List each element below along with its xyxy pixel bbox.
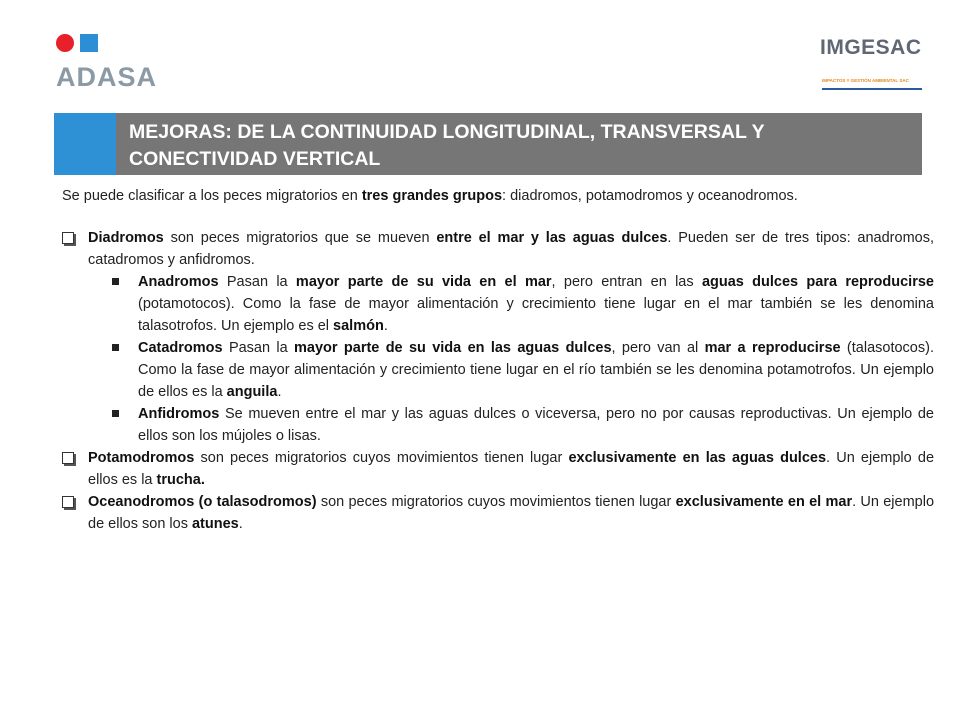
intro-paragraph bbox=[62, 185, 934, 207]
subitem-anfidromos bbox=[62, 403, 934, 447]
slide-title: MEJORAS: DE LA CONTINUIDAD LONGITUDINAL, TRANSVERSAL Y CONECTIVIDAD VERTICAL bbox=[129, 121, 765, 170]
imgesac-logo bbox=[820, 36, 928, 94]
imgesac-logo-text: IMGESAC bbox=[820, 36, 922, 59]
item-text: (potamotocos). Como la fase de mayor alimentación y crecimiento tiene lugar en el mar también se les denomina talasotrofos. Un ejemplo es el bbox=[138, 296, 934, 334]
item-bold: aguas dulces para reproducirse bbox=[701, 274, 934, 290]
item-oceanodromos bbox=[62, 491, 934, 535]
checkbox-bullet-icon bbox=[62, 496, 74, 508]
slide-content bbox=[62, 185, 934, 535]
item-diadromos bbox=[62, 227, 934, 271]
item-text: . bbox=[277, 384, 282, 400]
term-potamodromos: Potamodromos bbox=[88, 450, 195, 466]
checkbox-bullet-icon bbox=[62, 452, 74, 464]
imgesac-underline bbox=[822, 88, 922, 90]
intro-text-end: : diadromos, potamodromos y oceanodromos. bbox=[502, 188, 798, 204]
item-bold: anguila bbox=[226, 384, 278, 400]
item-bold: trucha. bbox=[156, 472, 205, 488]
item-text: , pero van al bbox=[611, 340, 705, 356]
item-text: . bbox=[383, 318, 388, 334]
item-bold: exclusivamente en las aguas dulces bbox=[568, 450, 827, 466]
blue-square-icon bbox=[80, 34, 98, 52]
checkbox-bullet-icon bbox=[62, 232, 74, 244]
intro-text: Se puede clasificar a los peces migratorios en bbox=[62, 188, 362, 204]
imgesac-tagline: IMPACTOS Y GESTIÓN AMBIENTAL SAC bbox=[822, 78, 909, 83]
term-oceanodromos: Oceanodromos (o talasodromos) bbox=[88, 494, 317, 510]
item-bold: mar a reproducirse bbox=[704, 340, 841, 356]
intro-bold: tres grandes grupos bbox=[361, 188, 503, 204]
item-potamodromos bbox=[62, 447, 934, 491]
term-anadromos: Anadromos bbox=[138, 274, 219, 290]
item-text: Se mueven entre el mar y las aguas dulces o viceversa, pero no por causas reproductivas. Un ejemplo de ellos son los mújoles o lisas. bbox=[138, 406, 934, 444]
term-anfidromos: Anfidromos bbox=[138, 406, 220, 422]
item-text: . bbox=[238, 516, 243, 532]
item-text: . Un ejemplo de ellos son los bbox=[88, 494, 935, 532]
square-bullet-icon bbox=[112, 410, 119, 417]
item-bold: atunes bbox=[191, 516, 239, 532]
item-text: Pasan la bbox=[222, 340, 295, 356]
adasa-logo bbox=[56, 32, 176, 94]
term-catadromos: Catadromos bbox=[138, 340, 223, 356]
title-bar bbox=[116, 113, 922, 175]
square-bullet-icon bbox=[112, 278, 119, 285]
adasa-logo-text: ADASA bbox=[56, 62, 158, 92]
item-bold: entre el mar y las aguas dulces bbox=[436, 230, 668, 246]
item-bold: mayor parte de su vida en las aguas dulces bbox=[294, 340, 612, 356]
title-accent-block bbox=[54, 113, 116, 175]
item-bold: salmón bbox=[333, 318, 384, 334]
item-text: son peces migratorios que se mueven bbox=[163, 230, 437, 246]
item-text: Pasan la bbox=[218, 274, 296, 290]
subitem-anadromos bbox=[62, 271, 934, 337]
item-text: son peces migratorios cuyos movimientos tienen lugar bbox=[316, 494, 676, 510]
square-bullet-icon bbox=[112, 344, 119, 351]
subitem-catadromos bbox=[62, 337, 934, 403]
item-text: . Un ejemplo de ellos es la bbox=[88, 450, 935, 488]
term-diadromos: Diadromos bbox=[88, 230, 164, 246]
red-dot-icon bbox=[56, 34, 74, 52]
item-text: (talasotocos). Como la fase de mayor alimentación y crecimiento tiene lugar en el río también se les denomina potamotrofos. Un ejemplo de ellos es la bbox=[138, 340, 934, 400]
item-bold: exclusivamente en el mar bbox=[675, 494, 853, 510]
item-text: , pero entran en las bbox=[551, 274, 702, 290]
item-text: . Pueden ser de tres tipos: anadromos, catadromos y anfidromos. bbox=[88, 230, 934, 268]
item-text: son peces migratorios cuyos movimientos tienen lugar bbox=[194, 450, 569, 466]
item-bold: mayor parte de su vida en el mar bbox=[295, 274, 552, 290]
